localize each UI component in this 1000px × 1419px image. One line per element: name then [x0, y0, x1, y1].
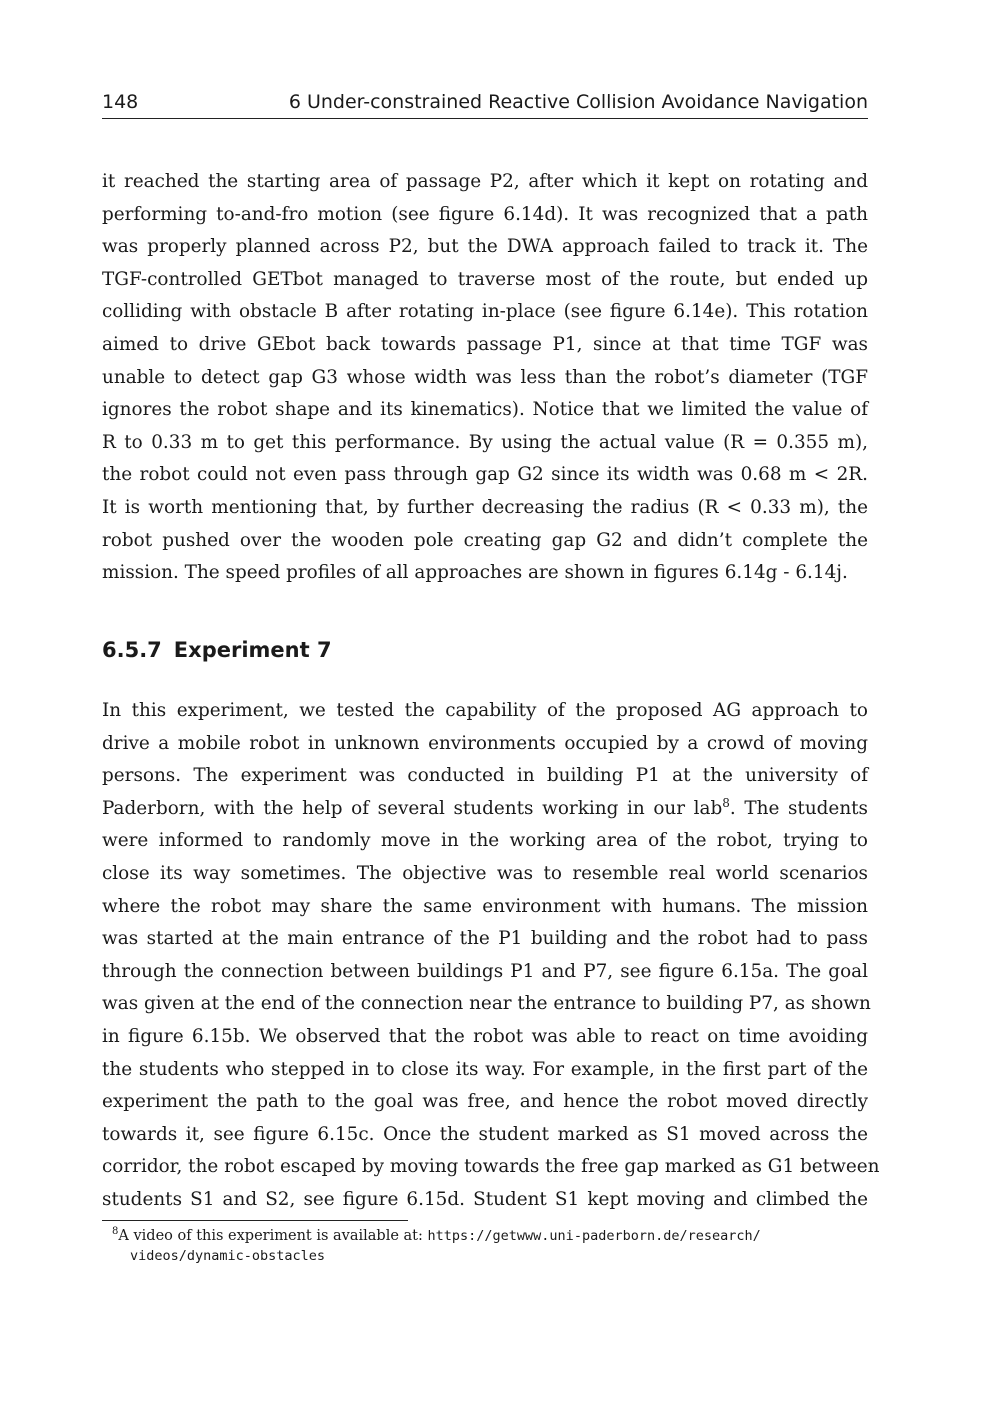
text-line: aimed to drive GEbot back towards passage P1, since at that time TGF was	[102, 333, 868, 355]
text-segment: . The students	[729, 797, 868, 819]
running-header	[102, 88, 868, 119]
section-heading	[102, 634, 332, 666]
text-line: was properly planned across P2, but the DWA approach failed to track it. The	[102, 236, 868, 258]
text-segment: Paderborn, with the help of several students working in our lab	[102, 797, 723, 819]
text-line: towards it, see figure 6.15c. Once the student marked as S1 moved across the	[102, 1123, 868, 1145]
text-line: It is worth mentioning that, by further decreasing the radius (R < 0.33 m), the	[102, 496, 868, 518]
footnote-line	[102, 1226, 868, 1246]
text-line: where the robot may share the same environment with humans. The mission	[102, 895, 868, 917]
footnote-text: A video of this experiment is available at:	[118, 1228, 423, 1244]
footnote-number: 8	[112, 1226, 119, 1238]
footnote-divider	[102, 1220, 408, 1221]
text-line: corridor, the robot escaped by moving towards the free gap marked as G1 between	[102, 1156, 880, 1178]
text-line: close its way sometimes. The objective was to resemble real world scenarios	[102, 862, 868, 884]
section-title: Experiment 7	[173, 638, 332, 662]
text-line-with-footnote	[102, 793, 868, 826]
text-line: mission. The speed profiles of all approaches are shown in figures 6.14g - 6.14j.	[102, 562, 848, 584]
text-line: it reached the starting area of passage P2, after which it kept on rotating and	[102, 171, 868, 192]
page-number: 148	[102, 91, 139, 113]
text-line: was given at the end of the connection near the entrance to building P7, as shown	[102, 993, 871, 1015]
section-number: 6.5.7	[102, 638, 162, 662]
footnote-marker[interactable]: 8	[722, 795, 730, 810]
running-title: 6 Under-constrained Reactive Collision Avoidance Navigation	[288, 91, 868, 113]
text-line: the students who stepped in to close its way. For example, in the first part of the	[102, 1058, 868, 1080]
text-line: R to 0.33 m to get this performance. By using the actual value (R = 0.355 m),	[102, 431, 868, 453]
text-line: unable to detect gap G3 whose width was less than the robot’s diameter (TGF	[102, 366, 868, 388]
text-line: performing to-and-fro motion (see figure 6.14d). It was recognized that a path	[102, 203, 868, 225]
text-line: in figure 6.15b. We observed that the robot was able to react on time avoiding	[102, 1025, 868, 1047]
text-line: drive a mobile robot in unknown environments occupied by a crowd of moving	[102, 732, 868, 754]
text-line: In this experiment, we tested the capability of the proposed AG approach to	[102, 700, 868, 721]
paragraph-continuation	[102, 166, 868, 590]
text-line: was started at the main entrance of the P1 building and the robot had to pass	[102, 928, 868, 950]
text-line: were informed to randomly move in the working area of the robot, trying to	[102, 830, 868, 852]
text-line: experiment the path to the goal was free, and hence the robot moved directly	[102, 1091, 868, 1113]
text-line: through the connection between buildings P1 and P7, see figure 6.15a. The goal	[102, 960, 868, 982]
paragraph-experiment-7	[102, 695, 880, 1217]
footnote	[102, 1226, 868, 1266]
text-line: students S1 and S2, see figure 6.15d. Student S1 kept moving and climbed the	[102, 1188, 868, 1210]
text-line: TGF-controlled GETbot managed to traverse most of the route, but ended up	[102, 268, 868, 290]
footnote-url[interactable]: https://getwww.uni-paderborn.de/research/	[427, 1228, 761, 1244]
text-line: the robot could not even pass through gap G2 since its width was 0.68 m < 2R.	[102, 464, 868, 486]
footnote-url-continuation[interactable]: videos/dynamic-obstacles	[130, 1248, 326, 1264]
text-line: ignores the robot shape and its kinematics). Notice that we limited the value of	[102, 399, 868, 421]
text-line: colliding with obstacle B after rotating in-place (see figure 6.14e). This rotation	[102, 301, 868, 323]
text-line: persons. The experiment was conducted in building P1 at the university of	[102, 765, 868, 787]
text-line: robot pushed over the wooden pole creating gap G2 and didn’t complete the	[102, 529, 868, 551]
